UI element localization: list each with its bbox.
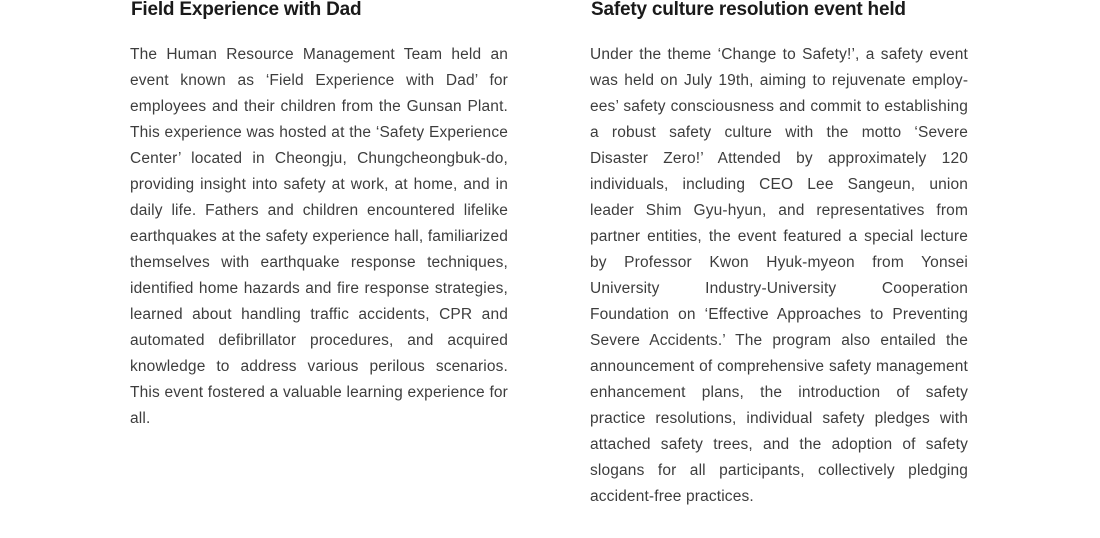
article-body: Under the theme ‘Change to Safety!’, a safety event was held on July 19th, aiming to rejuvenate employees’ safety consciousness and commit to establishing a robust safety culture with the motto ‘Severe Disaster Zero!’ Attended by approximately 120 individuals, including CEO Lee Sangeun, union leader Shim Gyu-hyun, and representatives from partner entities, the event featured a special lecture by Professor Kwon Hyuk-myeon from Yonsei University Industry-University Cooperation Foundation on ‘Effective Approaches to Preventing Severe Accidents.’ The program also entailed the announcement of comprehensive safety management enhancement plans, the introduction of safety practice resolutions, individual safety pledges with attached safety trees, and the adoption of safety slogans for all participants, collectively pledging accident-free practices. bbox=[590, 46, 968, 505]
article-title: Safety culture resolution event held bbox=[591, 0, 906, 20]
article-title: Field Experience with Dad bbox=[131, 0, 362, 20]
article-body: The Human Resource Management Team held an event known as ‘Field Experience with Dad’ for employees and their children from the Gunsan Plant. This experience was hosted at the ‘Safety Experience Center’ located in Cheongju, Chungcheongbuk-do, providing insight into safety at work, at home, and in daily life. Fathers and children encountered lifelike earthquakes at the safety experience hall, familiarized themselves with earthquake response techniques, identified home hazards and fire response strategies, learned about handling traffic accidents, CPR and automated defibrillator procedures, and acquired knowledge to address various perilous scenarios. This event fostered a valuable learning experience for all. bbox=[130, 46, 508, 427]
